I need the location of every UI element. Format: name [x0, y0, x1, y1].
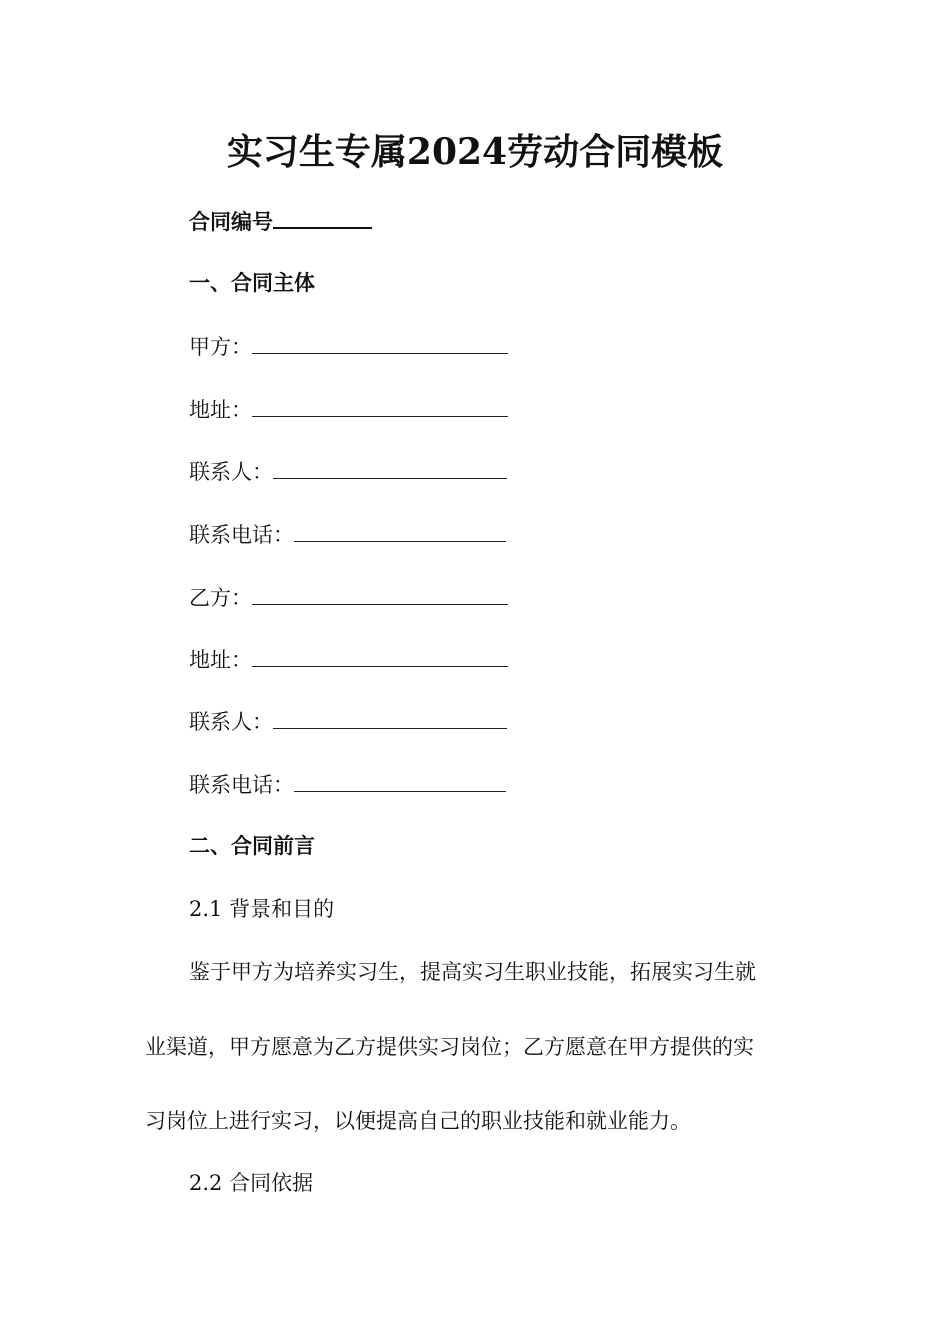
contract-number-line	[189, 205, 372, 237]
party-b-address-line	[189, 644, 508, 675]
party-a-phone-line	[189, 519, 506, 550]
paragraph-line-2: 业渠道，甲方愿意为乙方提供实习岗位；乙方愿意在甲方提供的实	[145, 1035, 754, 1059]
party-b-blank	[252, 582, 508, 605]
party-b-phone-blank	[294, 769, 506, 792]
contract-number-blank	[273, 205, 372, 229]
subsection-2-1: 2.1 背景和目的	[189, 897, 335, 921]
party-b-contact-line	[189, 706, 507, 737]
contract-number-label: 合同编号	[189, 209, 273, 234]
party-b-line	[189, 582, 508, 613]
paragraph-line-1: 鉴于甲方为培养实习生，提高实习生职业技能，拓展实习生就	[189, 960, 756, 984]
party-b-phone-label: 联系电话：	[189, 773, 294, 797]
paragraph-line-3: 习岗位上进行实习，以便提高自己的职业技能和就业能力。	[145, 1109, 691, 1133]
document-title: 实习生专属2024劳动合同模板	[226, 131, 724, 173]
subsection-2-2: 2.2 合同依据	[189, 1171, 314, 1195]
party-a-address-label: 地址：	[189, 398, 252, 422]
party-a-contact-blank	[273, 456, 507, 479]
party-a-blank	[252, 331, 508, 354]
party-b-address-label: 地址：	[189, 648, 252, 672]
party-b-address-blank	[252, 644, 508, 667]
party-b-phone-line	[189, 769, 506, 800]
party-a-phone-blank	[294, 519, 506, 542]
party-b-contact-blank	[273, 706, 507, 729]
party-a-contact-line	[189, 456, 507, 487]
party-a-contact-label: 联系人：	[189, 460, 273, 484]
party-a-address-line	[189, 394, 508, 425]
section1-heading: 一、合同主体	[189, 270, 315, 295]
section2-heading: 二、合同前言	[189, 833, 315, 858]
party-a-label: 甲方：	[189, 335, 252, 359]
party-a-line	[189, 331, 508, 362]
party-a-phone-label: 联系电话：	[189, 523, 294, 547]
party-b-contact-label: 联系人：	[189, 710, 273, 734]
party-b-label: 乙方：	[189, 586, 252, 610]
party-a-address-blank	[252, 394, 508, 417]
